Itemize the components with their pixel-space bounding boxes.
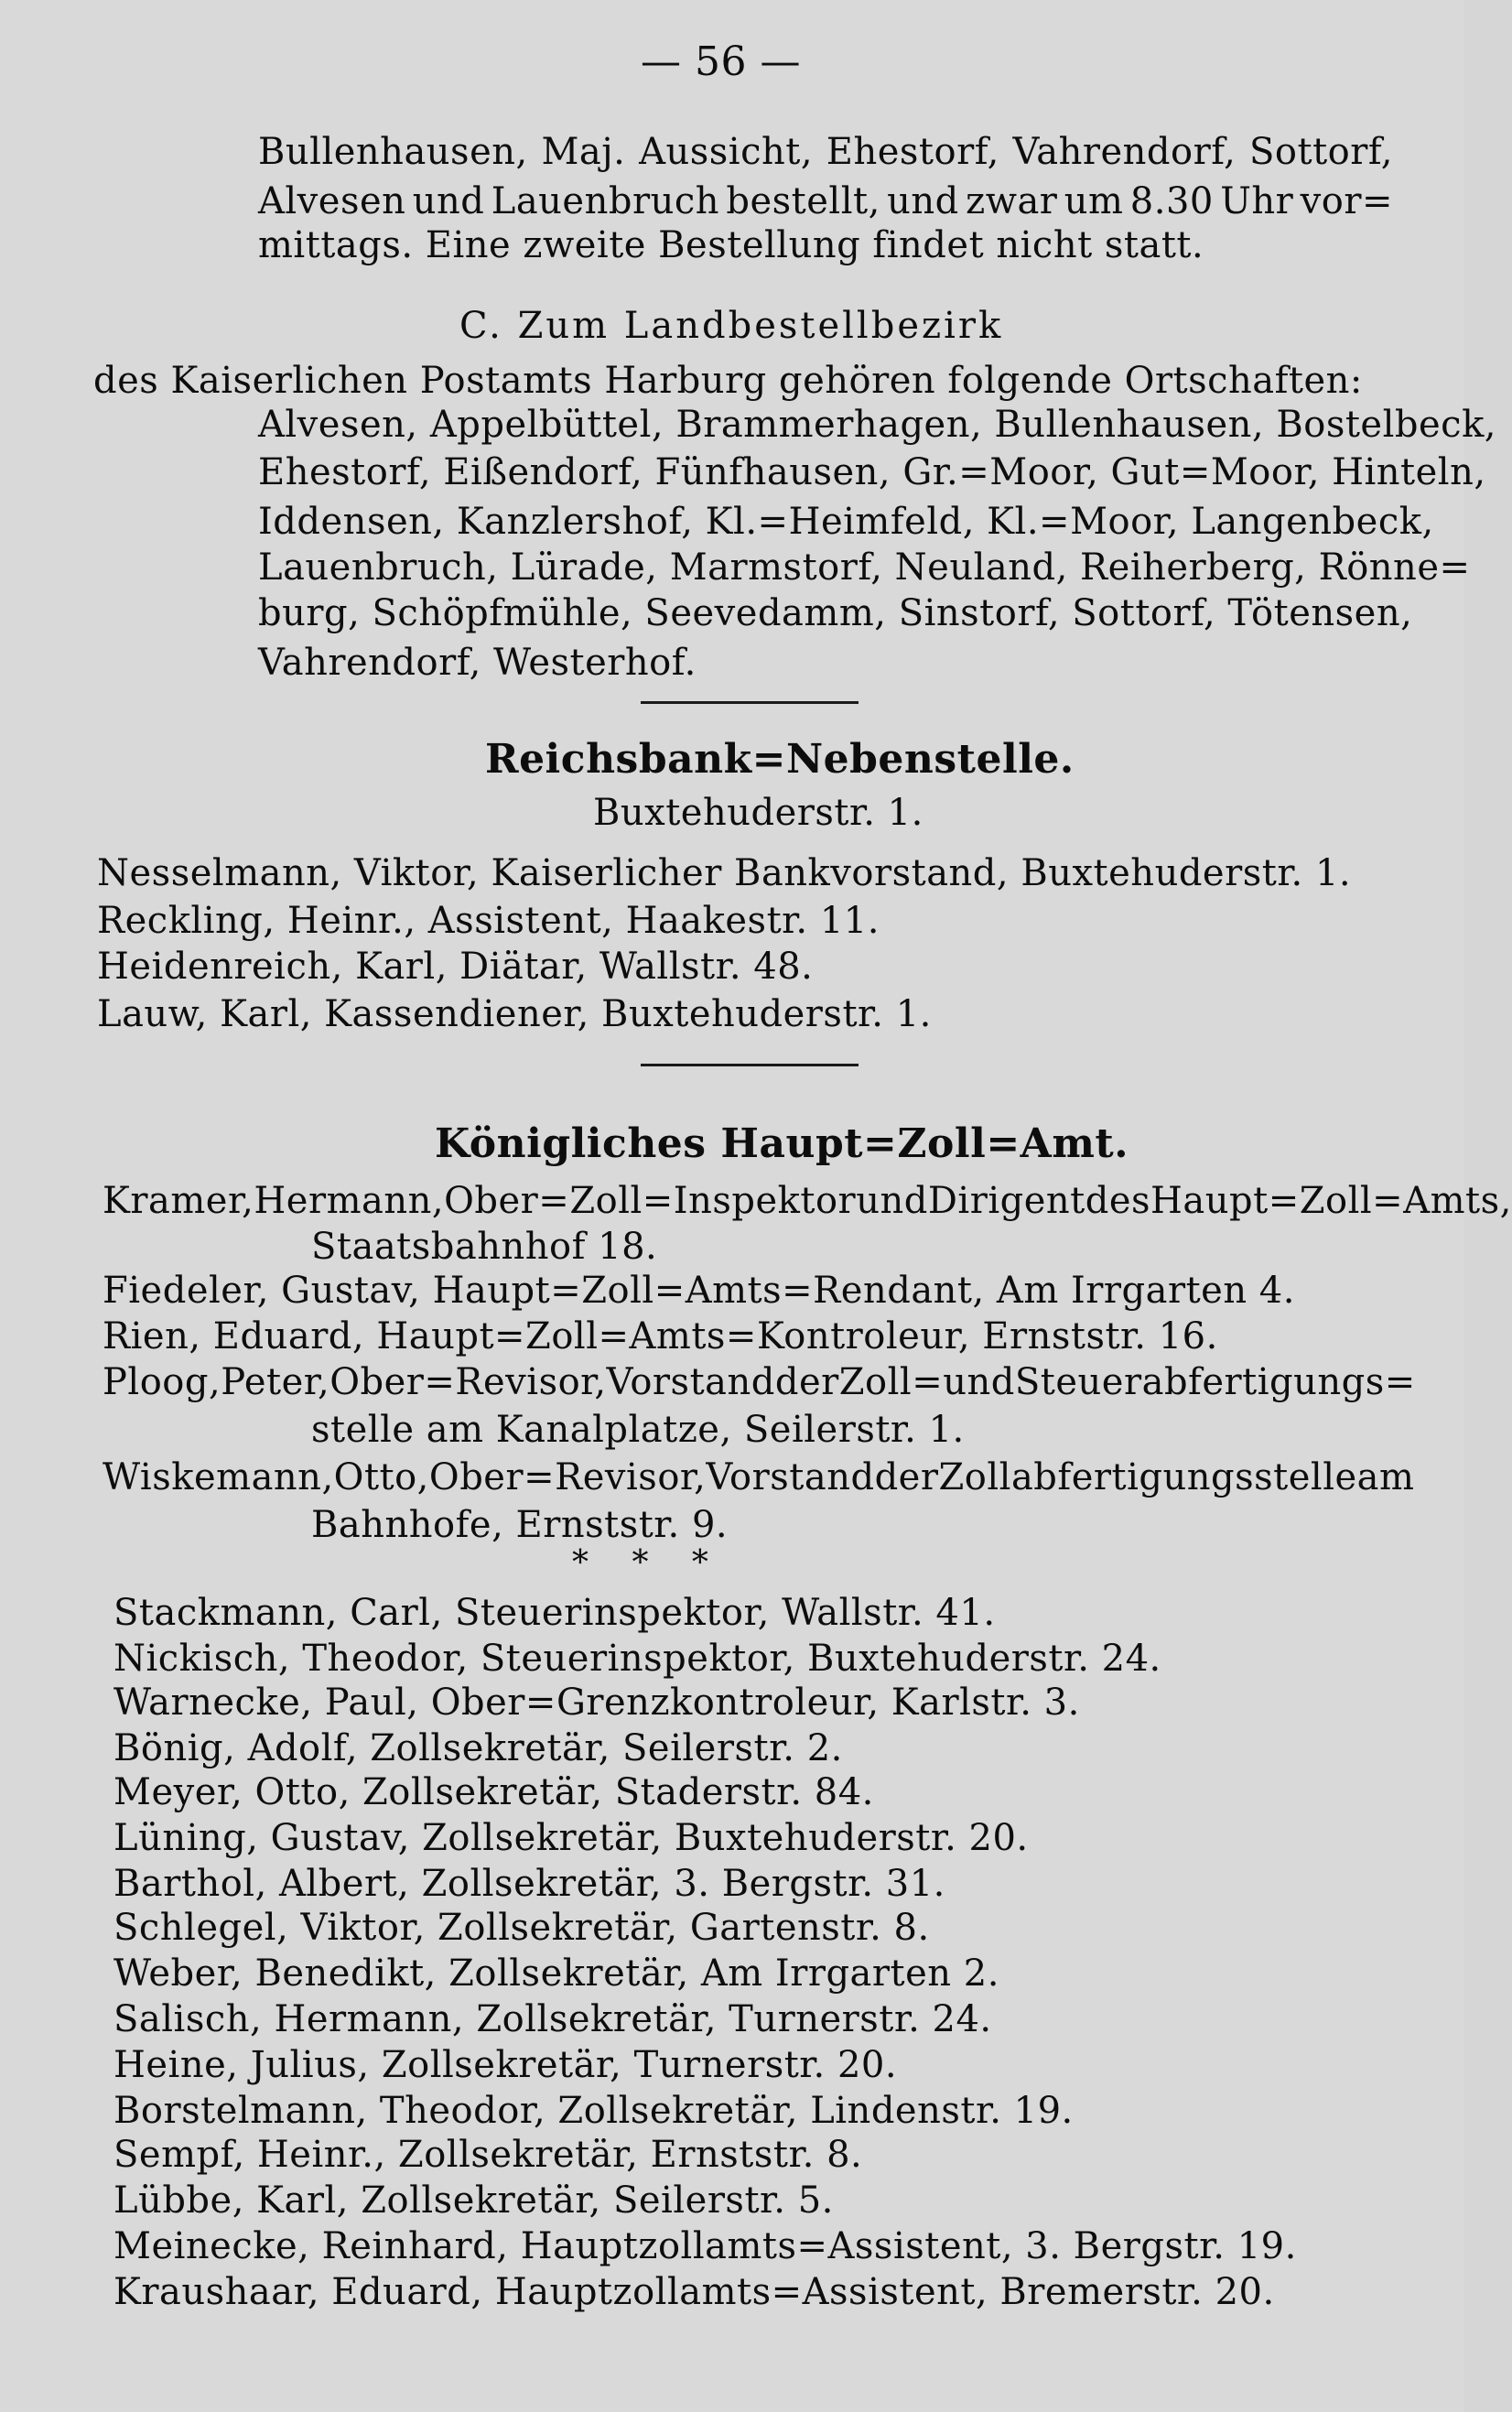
official-entry: Heine, Julius, Zollsekretär, Turnerstr. 20. bbox=[113, 2044, 898, 2086]
section-divider bbox=[641, 1064, 859, 1066]
official-entry: Barthol, Albert, Zollsekretär, 3. Bergstr. 31. bbox=[113, 1863, 945, 1905]
official-entry: Nickisch, Theodor, Steuerinspektor, Buxtehuderstr. 24. bbox=[113, 1638, 1161, 1680]
zollamt-entry: Bahnhofe, Ernststr. 9. bbox=[311, 1504, 729, 1546]
intro-line: mittags. Eine zweite Bestellung findet nicht statt. bbox=[258, 224, 1204, 266]
zollamt-entry: Staatsbahnhof 18. bbox=[311, 1226, 658, 1268]
intro-line: Alvesen und Lauenbruch bestellt, und zwar um 8.30 Uhr vor= bbox=[258, 180, 1393, 222]
official-entry: Lübbe, Karl, Zollsekretär, Seilerstr. 5. bbox=[113, 2179, 834, 2222]
zollamt-entry: Rien, Eduard, Haupt=Zoll=Amts=Kontroleur, Ernststr. 16. bbox=[103, 1315, 1218, 1357]
section-c-place-line: burg, Schöpfmühle, Seevedamm, Sinstorf, Sottorf, Tötensen, bbox=[258, 592, 1413, 634]
official-entry: Warnecke, Paul, Ober=Grenzkontroleur, Karlstr. 3. bbox=[113, 1682, 1080, 1724]
section-divider bbox=[641, 701, 859, 704]
section-c-place-line: Ehestorf, Eißendorf, Fünfhausen, Gr.=Moor, Gut=Moor, Hinteln, bbox=[258, 451, 1486, 493]
zollamt-heading: Königliches Haupt=Zoll=Amt. bbox=[435, 1120, 1129, 1167]
zollamt-entry: Ploog, Peter, Ober=Revisor, Vorstand der Zoll= und Steuerabfertigungs= bbox=[103, 1361, 1416, 1403]
section-c-heading: C. Zum Landbestellbezirk bbox=[459, 305, 1004, 347]
official-entry: Kraushaar, Eduard, Hauptzollamts=Assistent, Bremerstr. 20. bbox=[113, 2271, 1275, 2313]
section-c-place-line: Iddensen, Kanzlershof, Kl.=Heimfeld, Kl.=Moor, Langenbeck, bbox=[258, 501, 1434, 543]
reichsbank-entry: Lauw, Karl, Kassendiener, Buxtehuderstr. 1. bbox=[97, 993, 932, 1035]
section-c-place-line: Vahrendorf, Westerhof. bbox=[258, 642, 697, 684]
official-entry: Bönig, Adolf, Zollsekretär, Seilerstr. 2. bbox=[113, 1727, 843, 1769]
zollamt-entry: Fiedeler, Gustav, Haupt=Zoll=Amts=Rendant, Am Irrgarten 4. bbox=[103, 1270, 1295, 1312]
zollamt-entry: Kramer, Hermann, Ober=Zoll=Inspektor und Dirigent des Haupt=Zoll=Amts, bbox=[103, 1180, 1512, 1222]
official-entry: Sempf, Heinr., Zollsekretär, Ernststr. 8. bbox=[113, 2134, 863, 2176]
zollamt-entry: stelle am Kanalplatze, Seilerstr. 1. bbox=[311, 1409, 965, 1451]
official-entry: Lüning, Gustav, Zollsekretär, Buxtehuderstr. 20. bbox=[113, 1817, 1029, 1859]
zollamt-entry: Wiskemann, Otto, Ober=Revisor, Vorstand der Zollabfertigungsstelle am bbox=[103, 1456, 1415, 1498]
official-entry: Weber, Benedikt, Zollsekretär, Am Irrgarten 2. bbox=[113, 1952, 999, 1995]
reichsbank-address: Buxtehuderstr. 1. bbox=[593, 792, 923, 834]
section-c-lead: des Kaiserlichen Postamts Harburg gehören folgende Ortschaften: bbox=[93, 360, 1363, 402]
official-entry: Schlegel, Viktor, Zollsekretär, Gartenstr. 8. bbox=[113, 1907, 930, 1949]
official-entry: Borstelmann, Theodor, Zollsekretär, Lindenstr. 19. bbox=[113, 2090, 1074, 2132]
section-c-place-line: Lauenbruch, Lürade, Marmstorf, Neuland, Reiherberg, Rönne= bbox=[258, 546, 1471, 589]
section-c-place-line: Alvesen, Appelbüttel, Brammerhagen, Bullenhausen, Bostelbeck, bbox=[258, 404, 1497, 446]
official-entry: Salisch, Hermann, Zollsekretär, Turnerstr. 24. bbox=[113, 1998, 992, 2040]
intro-line: Bullenhausen, Maj. Aussicht, Ehestorf, Vahrendorf, Sottorf, bbox=[258, 131, 1393, 173]
official-entry: Meinecke, Reinhard, Hauptzollamts=Assistent, 3. Bergstr. 19. bbox=[113, 2225, 1297, 2267]
page-number: — 56 — bbox=[641, 38, 801, 85]
reichsbank-entry: Heidenreich, Karl, Diätar, Wallstr. 48. bbox=[97, 946, 814, 988]
official-entry: Stackmann, Carl, Steuerinspektor, Wallstr. 41. bbox=[113, 1592, 996, 1634]
asterism: * * * bbox=[572, 1544, 725, 1582]
reichsbank-heading: Reichsbank=Nebenstelle. bbox=[485, 736, 1075, 783]
reichsbank-entry: Nesselmann, Viktor, Kaiserlicher Bankvorstand, Buxtehuderstr. 1. bbox=[97, 852, 1352, 894]
reichsbank-entry: Reckling, Heinr., Assistent, Haakestr. 11. bbox=[97, 900, 880, 942]
official-entry: Meyer, Otto, Zollsekretär, Staderstr. 84. bbox=[113, 1771, 874, 1813]
